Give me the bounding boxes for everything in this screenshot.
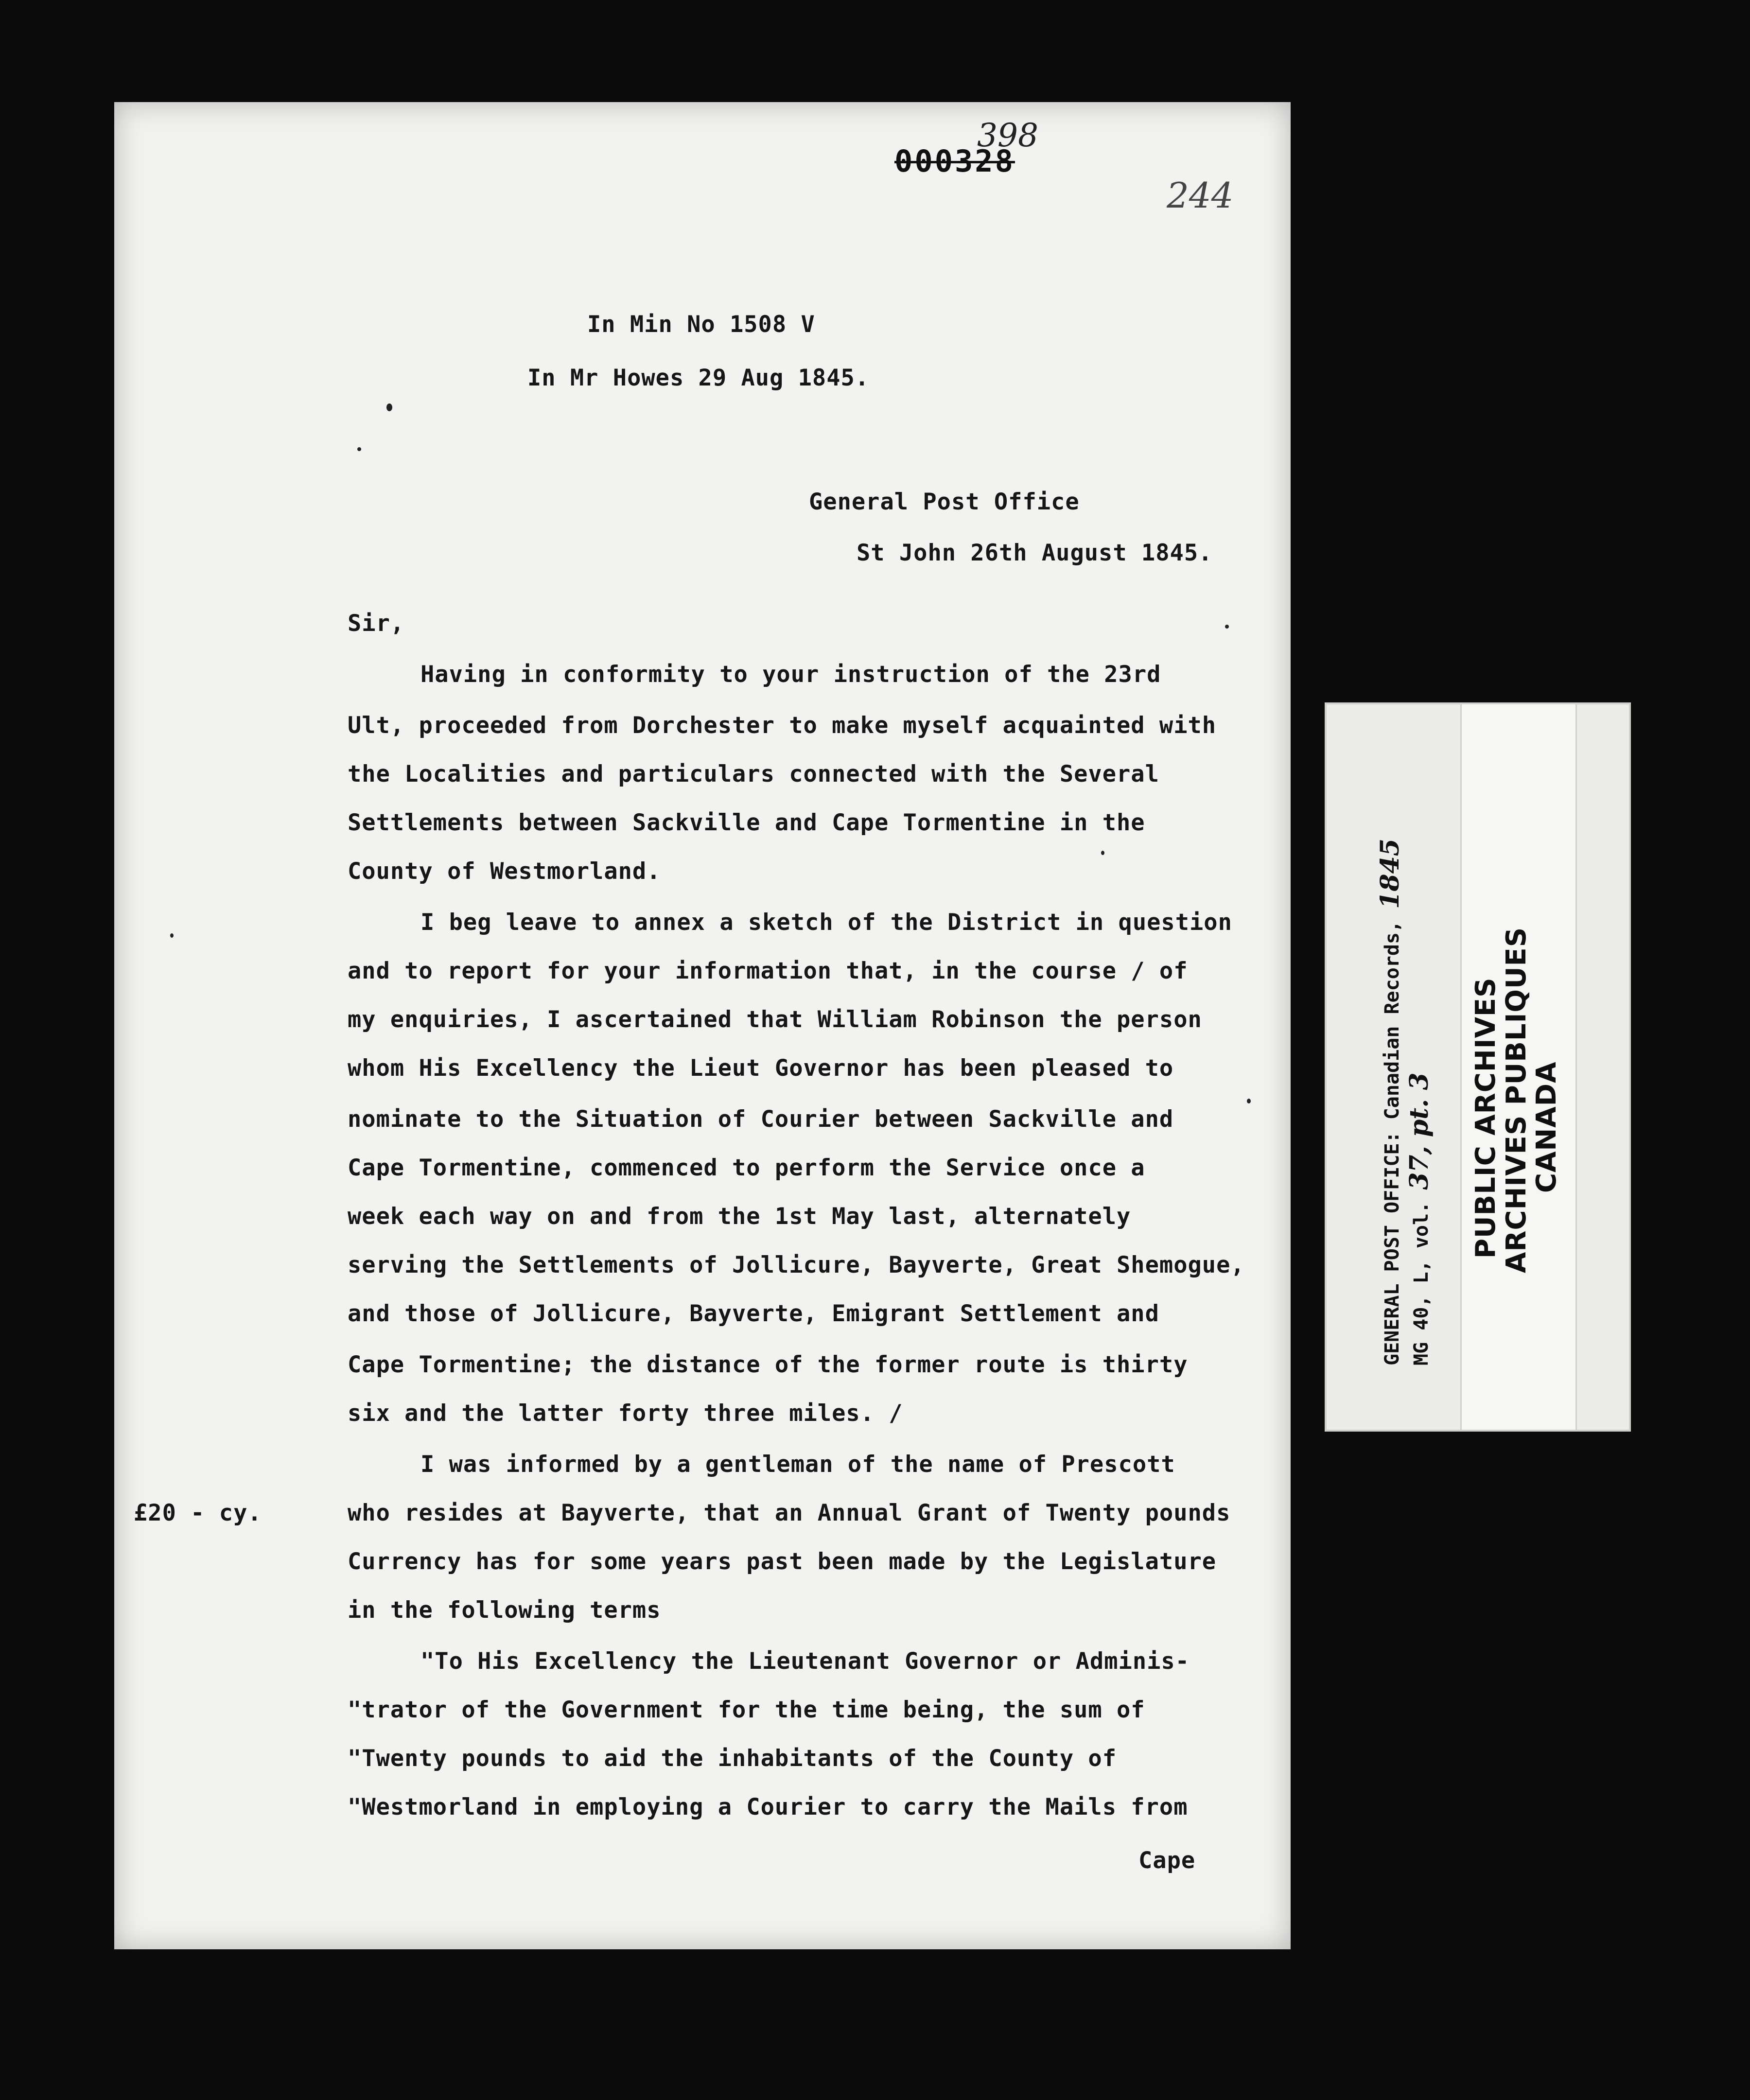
record-year-handwritten: 1845 xyxy=(1375,839,1405,909)
sender-place-date: St John 26th August 1845. xyxy=(857,540,1213,566)
body-line: my enquiries, I ascertained that William Robinson the person xyxy=(348,1006,1202,1033)
body-line: nominate to the Situation of Courier between Sackville and xyxy=(348,1106,1174,1133)
scan-speck xyxy=(1101,851,1104,855)
body-line: and to report for your information that, in the course / of xyxy=(348,958,1188,984)
reference-line-2: In Mr Howes 29 Aug 1845. xyxy=(527,365,870,391)
body-line: Cape Tormentine; the distance of the former route is thirty xyxy=(348,1351,1188,1378)
quoted-line: "To His Excellency the Lieutenant Governor or Adminis- xyxy=(420,1648,1190,1675)
body-line: in the following terms xyxy=(348,1597,661,1624)
body-line: Ult, proceeded from Dorchester to make myself acquainted with xyxy=(348,712,1217,739)
scan-speck xyxy=(1247,1099,1251,1103)
quoted-line: "trator of the Government for the time being, the sum of xyxy=(348,1697,1145,1723)
quoted-line: "Westmorland in employing a Courier to carry the Mails from xyxy=(348,1794,1188,1820)
record-volume-handwritten: 37, pt. 3 xyxy=(1404,1072,1434,1190)
stamp-number-correction: 398 xyxy=(977,117,1038,154)
body-line: the Localities and particulars connected with the Several xyxy=(348,761,1159,788)
body-line: who resides at Bayverte, that an Annual Grant of Twenty pounds xyxy=(348,1500,1231,1526)
record-series-text: GENERAL POST OFFICE: Canadian Records, xyxy=(1381,920,1403,1365)
sender-office: General Post Office xyxy=(809,489,1080,515)
archive-record-line-1 xyxy=(1375,839,1405,1365)
margin-note: £20 - cy. xyxy=(134,1500,262,1526)
scan-speck xyxy=(386,403,392,411)
body-line: serving the Settlements of Jollicure, Bayverte, Great Shemogue, xyxy=(348,1252,1245,1278)
scan-speck xyxy=(357,447,361,451)
reference-line-1: In Min No 1508 V xyxy=(587,311,815,338)
stamp-number: 000328 xyxy=(894,143,1015,179)
archive-country: CANADA xyxy=(1531,1061,1562,1193)
salutation: Sir, xyxy=(348,610,405,637)
body-line: County of Westmorland. xyxy=(348,858,661,885)
record-volume-text: MG 40, L, vol. xyxy=(1410,1201,1433,1365)
body-line: Currency has for some years past been made by the Legislature xyxy=(348,1548,1217,1575)
body-line: I beg leave to annex a sketch of the District in question xyxy=(420,909,1232,936)
body-line: I was informed by a gentleman of the name of Prescott xyxy=(420,1451,1175,1478)
body-line: Cape Tormentine, commenced to perform the Service once a xyxy=(348,1155,1145,1181)
body-line: Having in conformity to your instruction of the 23rd xyxy=(420,661,1161,688)
archive-label xyxy=(1325,702,1631,1432)
scan-speck xyxy=(1225,625,1229,629)
body-line: whom His Excellency the Lieut Governor has been pleased to xyxy=(348,1055,1174,1082)
archive-record-line-2 xyxy=(1404,1072,1434,1365)
body-line: and those of Jollicure, Bayverte, Emigrant Settlement and xyxy=(348,1300,1159,1327)
archive-name-french: ARCHIVES PUBLIQUES xyxy=(1501,927,1532,1273)
archive-name-english: PUBLIC ARCHIVES xyxy=(1470,977,1502,1259)
scan-speck xyxy=(170,933,174,938)
body-line: Settlements between Sackville and Cape Tormentine in the xyxy=(348,809,1145,836)
body-line: six and the latter forty three miles. / xyxy=(348,1400,903,1427)
body-line: week each way on and from the 1st May last, alternately xyxy=(348,1203,1131,1230)
folio-number: 244 xyxy=(1167,175,1234,216)
catchword: Cape xyxy=(1138,1847,1196,1874)
quoted-line: "Twenty pounds to aid the inhabitants of the County of xyxy=(348,1745,1117,1772)
